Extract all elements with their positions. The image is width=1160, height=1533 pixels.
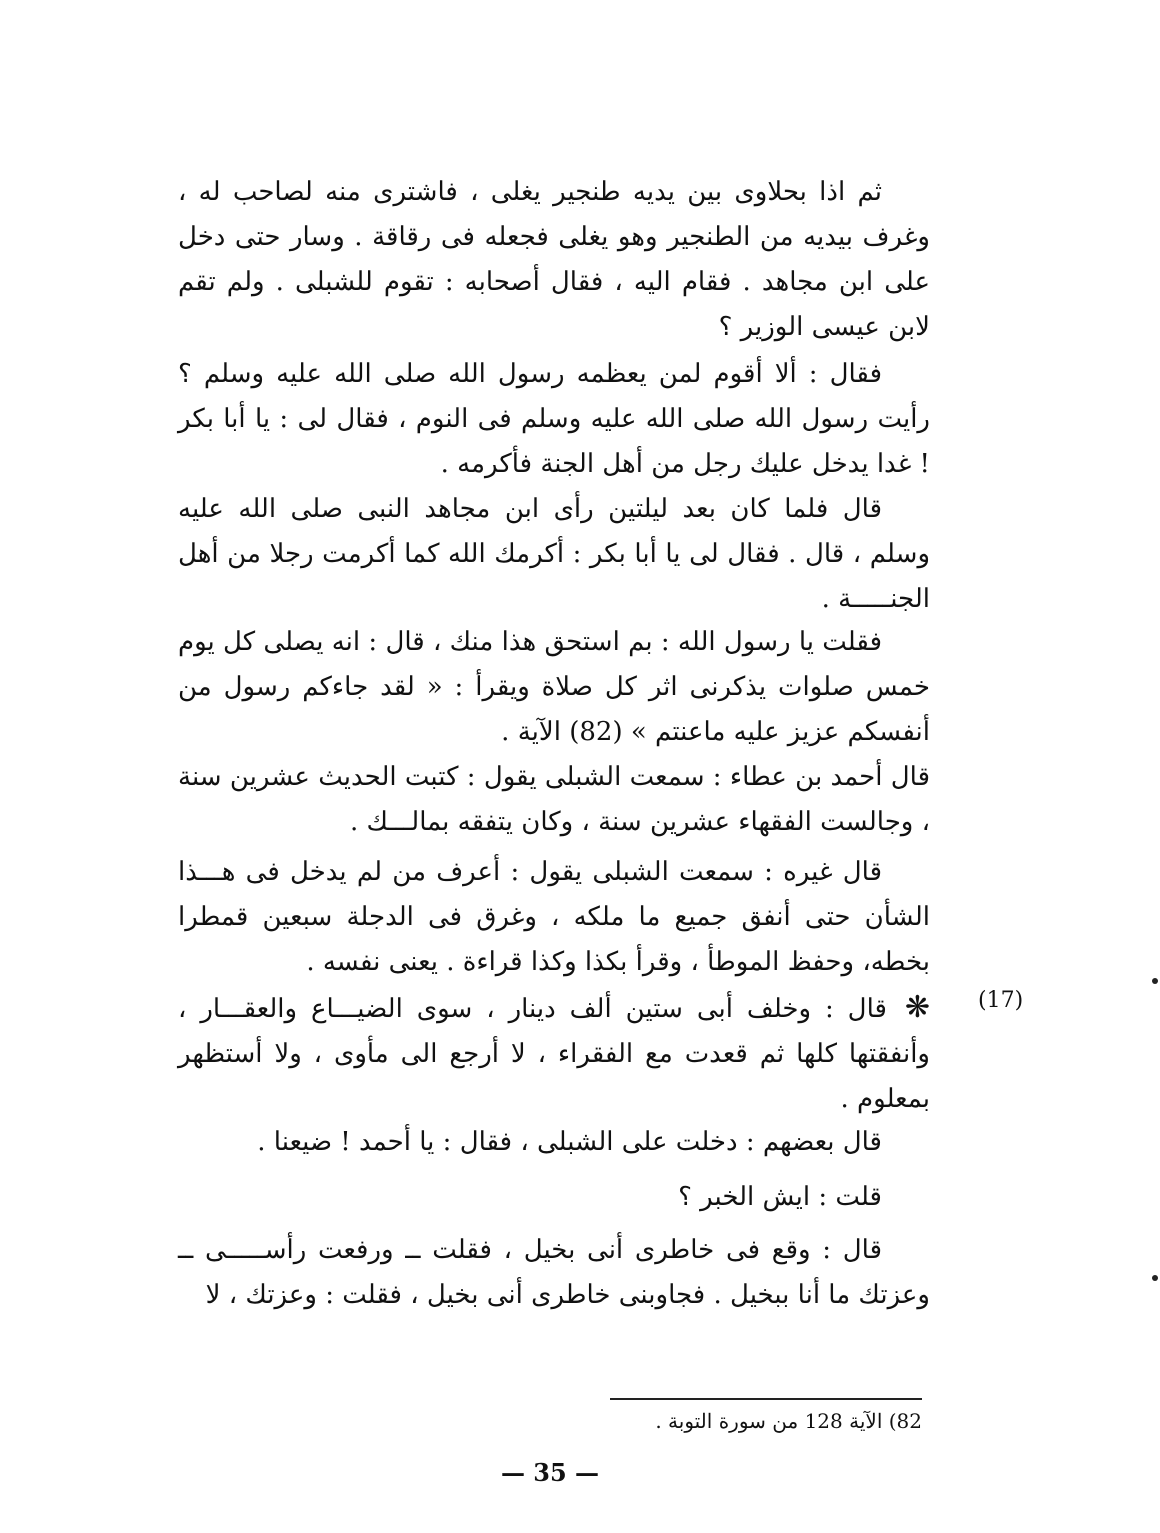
paragraph-9 bbox=[178, 1175, 930, 1220]
paragraph-8 bbox=[178, 1120, 930, 1165]
paragraph-text: قال : وقع فى خاطرى أنى بخيل ، فقلت ــ ورفعت رأســـــى ــ وعزتك ما أنا ببخيل . فجاوبنى خاطرى أنى بخيل ، فقلت : وعزتك ، لا bbox=[178, 1235, 930, 1310]
footnote-divider bbox=[610, 1398, 922, 1400]
paragraph-2 bbox=[178, 352, 930, 487]
paragraph-7 bbox=[178, 985, 930, 1122]
paragraph-text: قال بعضهم : دخلت على الشبلى ، فقال : يا أحمد ! ضيعنا . bbox=[257, 1127, 882, 1157]
paragraph-1 bbox=[178, 170, 930, 350]
paragraph-text: قلت : ايش الخبر ؟ bbox=[678, 1182, 882, 1212]
paragraph-text: ثم اذا بحلاوى بين يديه طنجير يغلى ، فاشترى منه لصاحب له ، وغرف بيديه من الطنجير وهو يغلى فجعله فى رقاقة . وسار حتى دخل على ابن مجاهد . فقام اليه ، فقال أصحابه : تقوم للشبلى . ولم تقم لابن عيسى الوزير ؟ bbox=[178, 177, 930, 342]
footnote: 82) الآية 128 من سورة التوبة . bbox=[655, 1409, 922, 1433]
paragraph-6 bbox=[178, 850, 930, 985]
paragraph-body: قال : وخلف أبى ستين ألف دينار ، سوى الضيـــاع والعقـــار ، وأنفقتها كلها ثم قعدت مع الفقراء ، لا أرجع الى مأوى ، ولا أستظهر بمعلوم . bbox=[178, 994, 930, 1114]
paragraph-text: فقلت يا رسول الله : بم استحق هذا منك ، قال : انه يصلى كل يوم خمس صلوات يذكرنى اثر كل صلاة ويقرأ : « لقد جاءكم رسول من أنفسكم عزيز عليه ماعنتم » (82) الآية . bbox=[178, 627, 930, 747]
page-number: — 35 — bbox=[500, 1458, 600, 1487]
margin-reference-number: (17) bbox=[978, 988, 1024, 1013]
asterism-icon: ❋ bbox=[904, 990, 930, 1025]
paragraph-text: فقال : ألا أقوم لمن يعظمه رسول الله صلى الله عليه وسلم ؟ رأيت رسول الله صلى الله عليه وسلم فى النوم ، فقال لى : يا أبا بكر ! غدا يدخل عليك رجل من أهل الجنة فأكرمه . bbox=[178, 359, 930, 479]
paragraph-text bbox=[178, 985, 930, 1122]
paragraph-3 bbox=[178, 487, 930, 622]
paragraph-4 bbox=[178, 620, 930, 755]
scan-speck bbox=[1152, 1275, 1158, 1281]
paragraph-text: قال أحمد بن عطاء : سمعت الشبلى يقول : كتبت الحديث عشرين سنة ، وجالست الفقهاء عشرين سنة ، وكان يتفقه بمالـــك . bbox=[178, 762, 930, 837]
paragraph-text: قال فلما كان بعد ليلتين رأى ابن مجاهد النبى صلى الله عليه وسلم ، قال . فقال لى يا أبا بكر : أكرمك الله كما أكرمت رجلا من أهل الجنـــــة . bbox=[178, 494, 930, 614]
scan-speck bbox=[1152, 978, 1158, 984]
paragraph-text: قال غيره : سمعت الشبلى يقول : أعرف من لم يدخل فى هـــذا الشأن حتى أنفق جميع ما ملكه ، وغرق فى الدجلة سبعين قمطرا بخطه، وحفظ الموطأ ، وقرأ بكذا وكذا قراءة . يعنى نفسه . bbox=[178, 857, 930, 977]
paragraph-5 bbox=[178, 755, 930, 845]
paragraph-10 bbox=[178, 1228, 930, 1318]
